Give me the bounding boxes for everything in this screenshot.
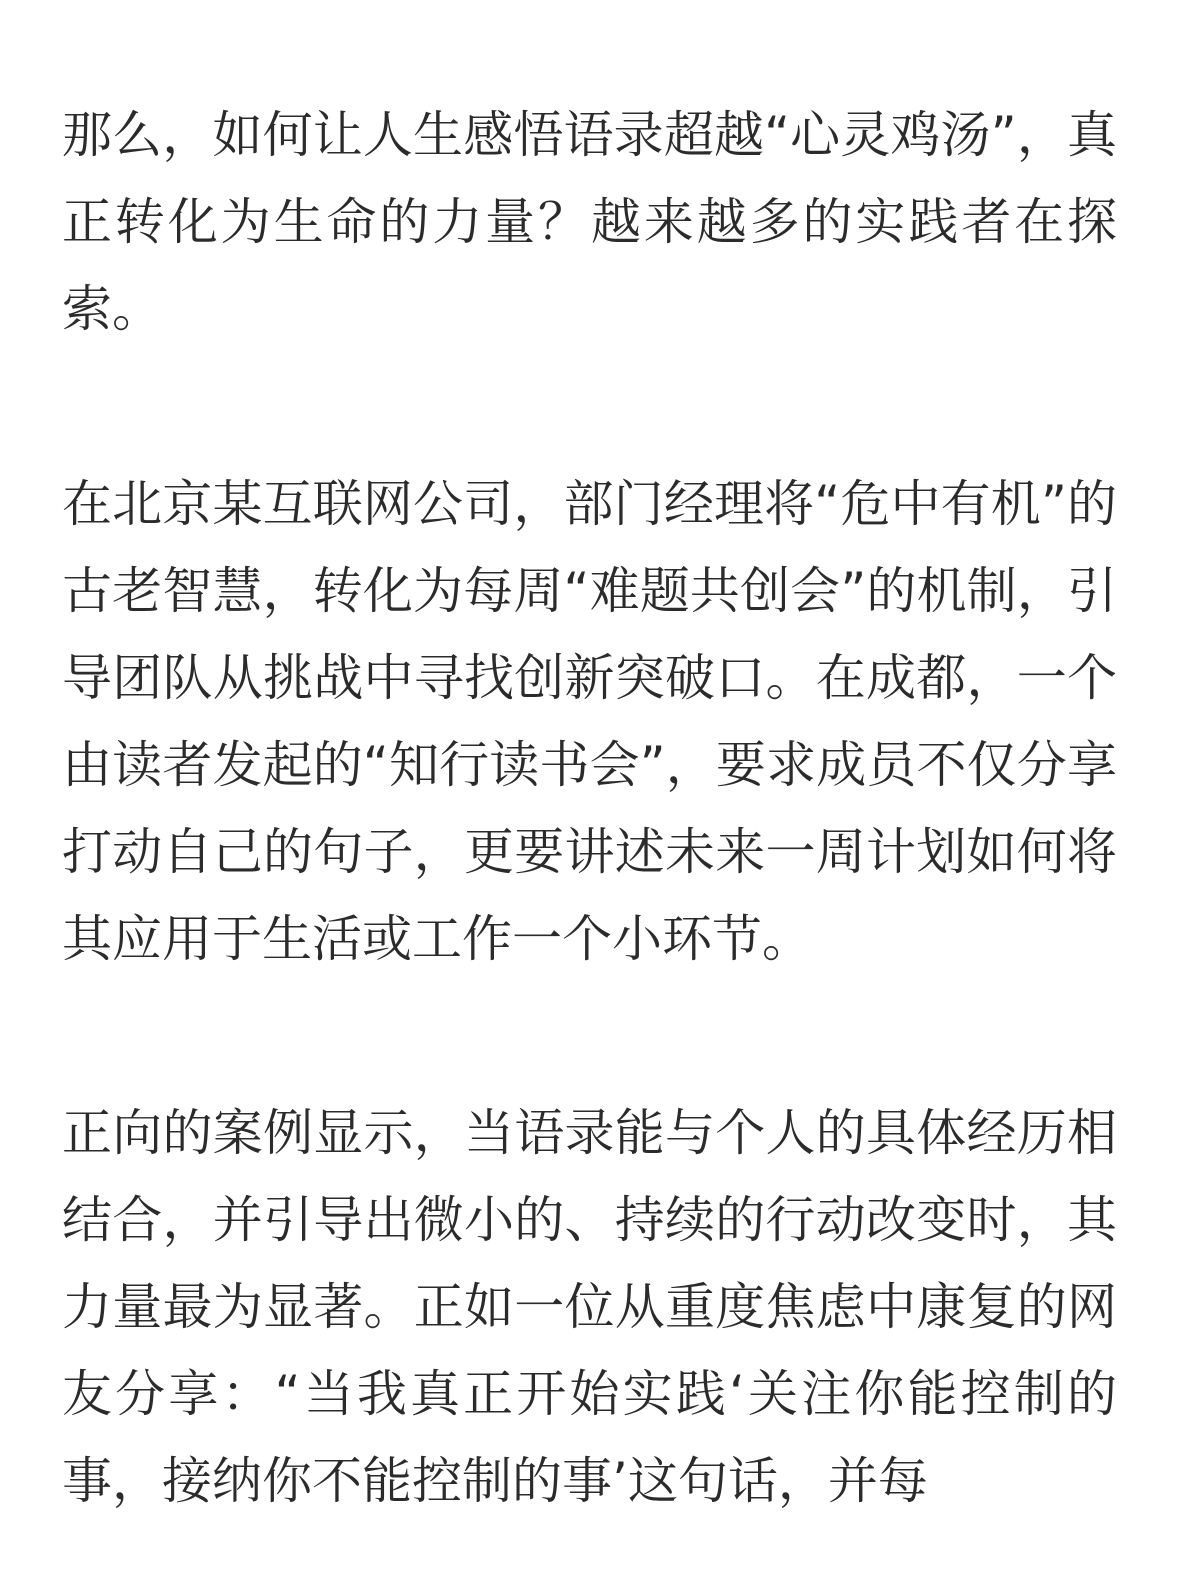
paragraph-1: 那么，如何让人生感悟语录超越“心灵鸡汤”，真正转化为生命的力量？越来越多的实践者在探索。 <box>62 106 1117 338</box>
paragraph-2: 在北京某互联网公司，部门经理将“危中有机”的古老智慧，转化为每周“难题共创会”的机制，引导团队从挑战中寻找创新突破口。在成都，一个由读者发起的“知行读书会”，要求成员不仅分享打动自己的句子，更要讲述未来一周计划如何将其应用于生活或工作一个小环节。 <box>62 475 1117 968</box>
paragraph-3: 正向的案例显示，当语录能与个人的具体经历相结合，并引导出微小的、持续的行动改变时，其力量最为显著。正如一位从重度焦虑中康复的网友分享：“当我真正开始实践‘关注你能控制的事，接纳你不能控制的事’这句话，并每 <box>62 1104 1117 1510</box>
article-body <box>62 92 1117 1525</box>
paragraph-spacer <box>62 983 1117 1090</box>
paragraph-spacer <box>62 353 1117 461</box>
